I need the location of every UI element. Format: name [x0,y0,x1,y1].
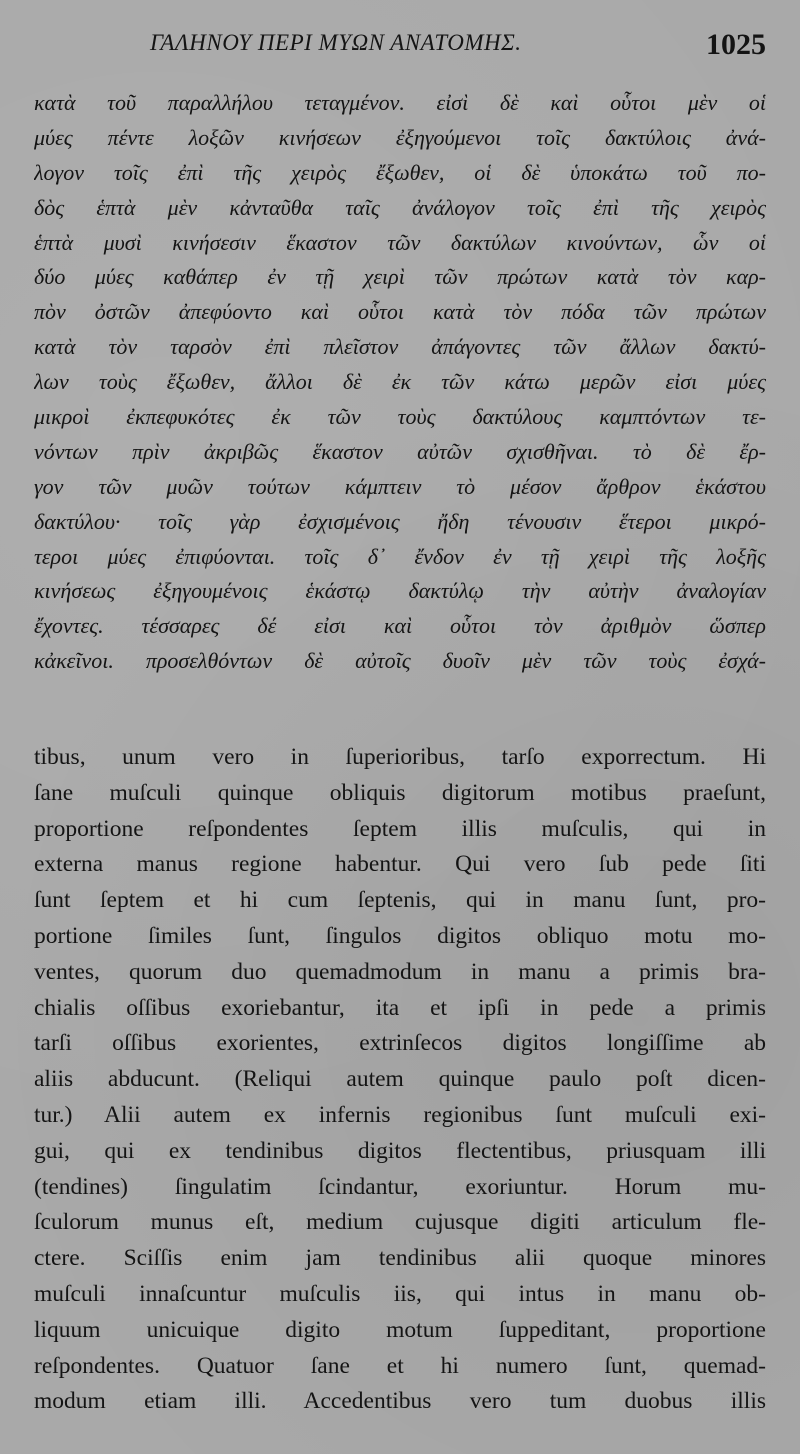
latin-text-line: ctere. Sciſſis enim jam tendinibus alii quoque minores [34,1245,766,1272]
latin-text-line: tarſi oſſibus exorientes, extrinſecos digitos longiſſime ab [34,1030,766,1057]
latin-text-line: aliis abducunt. (Reliqui autem quinque paulo poſt dicen- [34,1066,766,1093]
latin-text-line: ſane muſculi quinque obliquis digitorum motibus praeſunt, [34,779,766,806]
greek-text-line: δὸς ἑπτὰ μὲν κἀνταῦθα ταῖς ἀνάλογον τοῖς ἐπὶ τῆς χειρὸς [34,194,766,220]
latin-text-line: gui, qui ex tendinibus digitos flectentibus, priusquam illi [34,1137,766,1164]
page-number: 1025 [706,28,766,61]
latin-text-line: liquum unicuique digito motum ſuppeditant, proportione [34,1316,766,1343]
greek-text-line: μύες πέντε λοξῶν κινήσεων ἐξηγούμενοι τοῖς δακτύλοις ἀνά- [34,124,766,150]
latin-text-line: reſpondentes. Quatuor ſane et hi numero ſunt, quemad- [34,1352,766,1379]
latin-text-line: externa manus regione habentur. Qui vero ſub pede ſiti [34,851,766,878]
latin-text-line: muſculi innaſcuntur muſculis iis, qui intus in manu ob- [34,1280,766,1307]
latin-text-line: proportione reſpondentes ſeptem illis muſculis, qui in [34,815,766,842]
greek-text-block [34,86,766,679]
greek-text-line: λων τοὺς ἔξωθεν, ἄλλοι δὲ ἐκ τῶν κάτω μερῶν εἰσι μύες [34,369,766,395]
latin-text-line: portione ſimiles ſunt, ſingulos digitos obliquo motu mo- [34,922,766,949]
greek-text-line: μικροὶ ἐκπεφυκότες ἐκ τῶν τοὺς δακτύλους καμπτόντων τε- [34,404,766,430]
greek-text-line: κινήσεως ἐξηγουμένοις ἑκάστῳ δακτύλῳ τὴν αὐτὴν ἀναλογίαν [34,578,766,604]
greek-text-line: κἀκεῖνοι. προσελθόντων δὲ αὐτοῖς δυοῖν μὲν τῶν τοὺς ἐσχά- [34,648,766,674]
greek-text-line: δακτύλου· τοῖς γὰρ ἐσχισμένοις ἤδη τένουσιν ἕτεροι μικρό- [34,508,766,534]
greek-text-line: κατὰ τὸν ταρσὸν ἐπὶ πλεῖστον ἀπάγοντες τῶν ἄλλων δακτύ- [34,334,766,360]
latin-text-line: chialis oſſibus exoriebantur, ita et ipſi in pede a primis [34,994,766,1021]
latin-text-line: (tendines) ſingulatim ſcindantur, exoriuntur. Horum mu- [34,1173,766,1200]
latin-text-block [34,740,766,1420]
greek-text-line: ἔχοντες. τέσσαρες δέ εἰσι καὶ οὗτοι τὸν ἀριθμὸν ὥσπερ [34,613,766,639]
latin-text-line: tur.) Alii autem ex infernis regionibus ſunt muſculi exi- [34,1101,766,1128]
latin-text-line: ventes, quorum duo quemadmodum in manu a primis bra- [34,958,766,985]
greek-text-line: νόντων πρὶν ἀκριβῶς ἕκαστον αὐτῶν σχισθῆναι. τὸ δὲ ἔρ- [34,438,766,464]
greek-text-line: ἑπτὰ μυσὶ κινήσεσιν ἕκαστον τῶν δακτύλων κινούντων, ὧν οἱ [34,229,766,255]
greek-text-line: τεροι μύες ἐπιφύονται. τοῖς δ᾽ ἔνδον ἐν τῇ χειρὶ τῆς λοξῆς [34,543,766,569]
greek-text-line: γον τῶν μυῶν τούτων κάμπτειν τὸ μέσον ἄρθρον ἑκάστου [34,473,766,499]
running-title: ΓΑΛΗΝΟΥ ΠΕΡΙ ΜΥΩΝ ΑΝΑΤΟΜΗΣ. [150,30,522,55]
latin-text-line: ſunt ſeptem et hi cum ſeptenis, qui in manu ſunt, pro- [34,887,766,914]
running-head [0,28,800,68]
greek-text-line: κατὰ τοῦ παραλλήλου τεταγμένον. εἰσὶ δὲ καὶ οὗτοι μὲν οἱ [34,90,766,115]
greek-text-line: δύο μύες καθάπερ ἐν τῇ χειρὶ τῶν πρώτων κατὰ τὸν καρ- [34,264,766,290]
greek-text-line: πὸν ὀστῶν ἀπεφύοντο καὶ οὗτοι κατὰ τὸν πόδα τῶν πρώτων [34,299,766,325]
latin-text-line: tibus, unum vero in ſuperioribus, tarſo exporrectum. Hi [34,744,766,770]
greek-text-line: λογον τοῖς ἐπὶ τῆς χειρὸς ἔξωθεν, οἱ δὲ ὑποκάτω τοῦ πο- [34,159,766,185]
latin-text-line: modum etiam illi. Accedentibus vero tum duobus illis [34,1388,766,1415]
latin-text-line: ſculorum munus eſt, medium cujusque digiti articulum fle- [34,1209,766,1236]
